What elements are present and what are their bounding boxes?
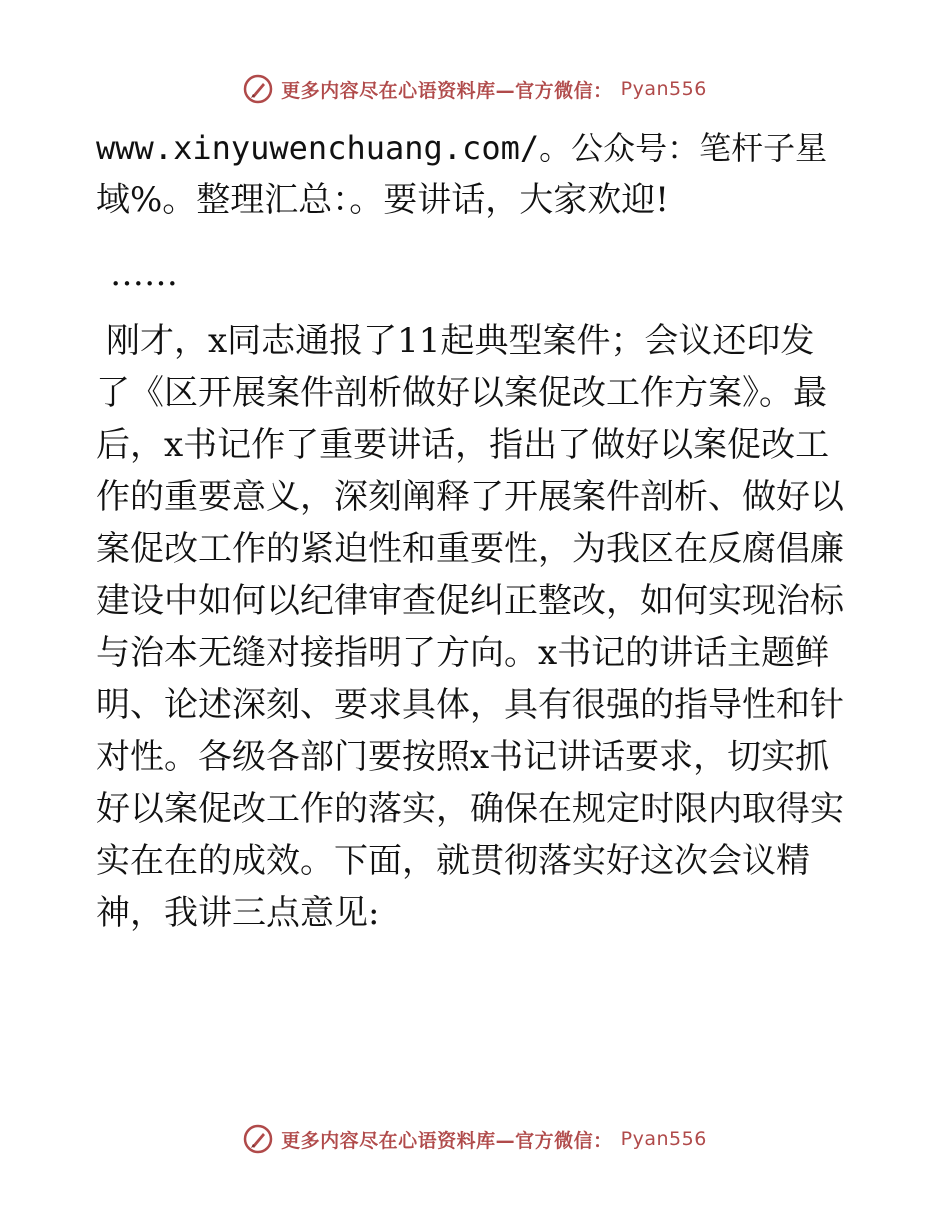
page-footer-banner — [0, 1124, 950, 1154]
document-body — [96, 122, 856, 939]
footer-wechat-handle: Pyan556 — [620, 1128, 707, 1150]
paragraph-line: 后，x书记作了重要讲话，指出了做好以案促改工 — [96, 425, 830, 465]
paragraph-line: 实在在的成效。下面，就贯彻落实好这次会议精 — [96, 841, 810, 881]
paragraph-line: 明、论述深刻、要求具体，具有很强的指导性和针 — [96, 685, 844, 725]
paragraph-line: 好以案促改工作的落实，确保在规定时限内取得实 — [96, 789, 844, 829]
intro-line-2: 域%。整理汇总：。要讲话，大家欢迎! — [96, 180, 669, 220]
quill-logo-icon — [243, 1124, 273, 1154]
ellipsis-line: …… — [110, 254, 178, 294]
paragraph-line: 案促改工作的紧迫性和重要性，为我区在反腐倡廉 — [96, 529, 844, 569]
quill-logo-icon — [243, 74, 273, 104]
paragraph-line: 作的重要意义，深刻阐释了开展案件剖析、做好以 — [96, 477, 844, 517]
header-wechat-handle: Pyan556 — [620, 78, 707, 100]
header-banner-text: 更多内容尽在心语资料库—官方微信： — [281, 79, 613, 102]
paragraph-line: 了《区开展案件剖析做好以案促改工作方案》。最 — [96, 373, 827, 413]
paragraph-line: 对性。各级各部门要按照x书记讲话要求，切实抓 — [96, 737, 830, 777]
footer-banner-text: 更多内容尽在心语资料库—官方微信： — [281, 1129, 613, 1152]
paragraph-line: 建设中如何以纪律审查促纠正整改，如何实现治标 — [96, 581, 844, 621]
page-header-banner — [0, 74, 950, 104]
intro-line-1: www.xinyuwenchuang.com/。公众号：笔杆子星 — [96, 129, 828, 167]
paragraph-line: 神，我讲三点意见: — [96, 893, 380, 933]
paragraph-line: 刚才，x同志通报了11起典型案件；会议还印发 — [106, 321, 815, 361]
paragraph-line: 与治本无缝对接指明了方向。x书记的讲话主题鲜 — [96, 633, 830, 673]
